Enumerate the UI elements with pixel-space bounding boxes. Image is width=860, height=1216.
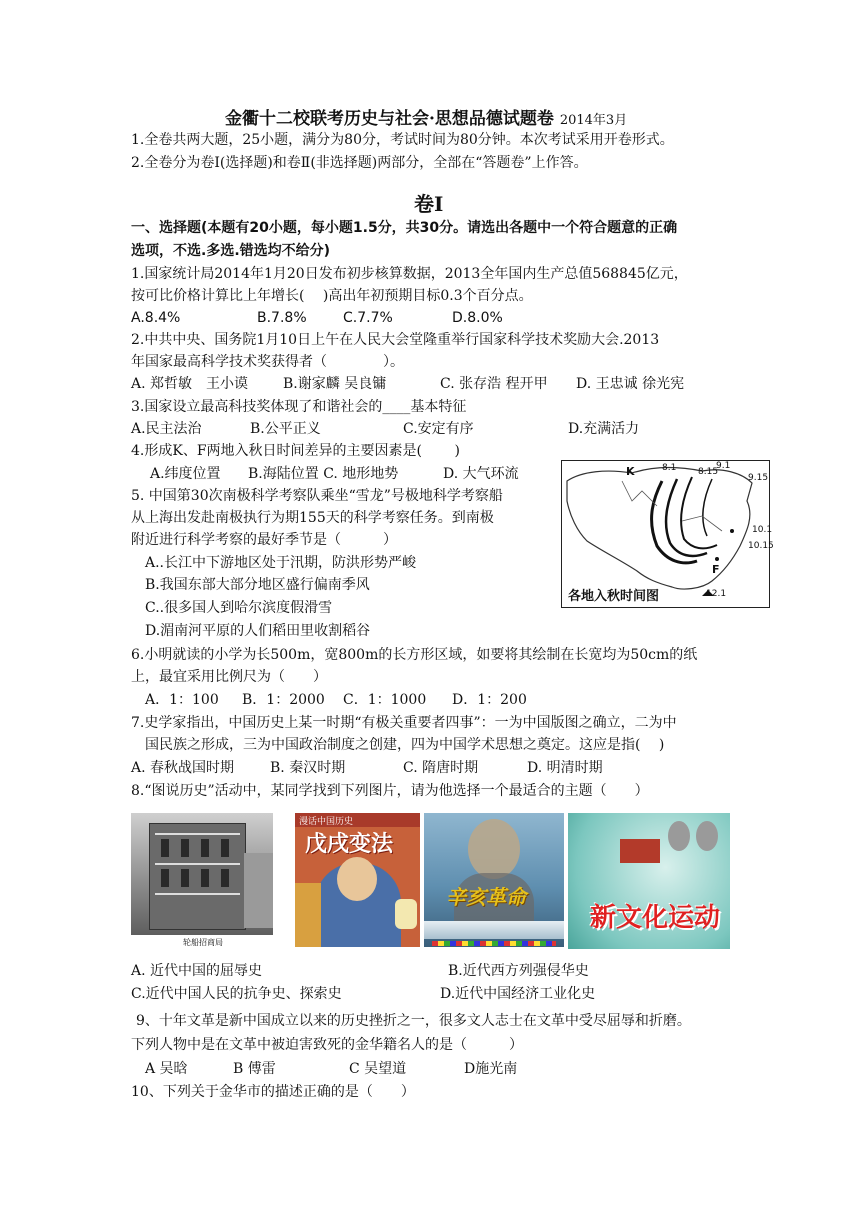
q8-option-d: D.近代中国经济工业化史 — [440, 986, 596, 1002]
photo-caption: 轮船招商局 — [183, 938, 223, 947]
question-9-line-1: 9、十年文革是新中国成立以来的历史挫折之一，很多文人志士在文革中受尽屈辱和折磨。 — [136, 1013, 691, 1029]
q9-option-c: C 吴望道 — [349, 1061, 407, 1077]
question-4: 4.形成K、F两地入秋日时间差异的主要因素是( ) — [131, 443, 460, 459]
new-culture-title: 新文化运动 — [590, 903, 721, 933]
section-instruction-1: 一、选择题(本题有20小题，每小题1.5分，共30分。请选出各题中一个符合题意的正确 — [131, 220, 678, 236]
q4-option-d: D. 大气环流 — [443, 466, 519, 482]
q6-option-b: B．1：2000 — [242, 692, 325, 708]
map-label-k: K — [626, 465, 635, 478]
exam-note-1: 1.全卷共两大题，25小题，满分为80分，考试时间为80分钟。本次考试采用开卷形式。 — [131, 132, 674, 148]
q7-option-a: A. 春秋战国时期 — [131, 760, 235, 776]
question-7-line-1: 7.史学家指出，中国历史上某一时期“有极关重要者四事”：一为中国版图之确立，二为中 — [131, 715, 677, 731]
map-label-10-15: 10.15 — [748, 541, 774, 551]
q9-option-d: D施光南 — [464, 1061, 518, 1077]
page-title — [225, 104, 627, 129]
cover-title: 戊戌变法 — [305, 832, 394, 857]
question-7-line-2: 国民族之形成，三为中国政治制度之创建，四为中国学术思想之奠定。这应是指( ) — [145, 737, 665, 753]
question-2-line-1: 2.中共中央、国务院1月10日上午在人民大会堂隆重举行国家科学技术奖励大会.2013 — [131, 332, 660, 348]
q6-option-d: D．1：200 — [452, 692, 527, 708]
q4-option-a: A.纬度位置 — [150, 466, 221, 482]
map-label-8-1: 8.1 — [662, 463, 677, 473]
section-title: 卷Ⅰ — [414, 192, 444, 216]
q1-option-d: D.8.0% — [452, 310, 503, 326]
q2-option-d: D. 王忠诚 徐光宪 — [576, 376, 685, 392]
question-2-line-2: 年国家最高科学技术奖获得者（ ）。 — [131, 354, 404, 370]
q1-option-c: C.7.7% — [343, 310, 393, 326]
q1-option-a: A.8.4% — [131, 310, 181, 326]
title-date: 2014年3月 — [559, 113, 628, 128]
q3-option-d: D.充满活力 — [568, 421, 640, 437]
question-9-line-2: 下列人物中是在文革中被迫害致死的金华籍名人的是（ ） — [131, 1037, 523, 1053]
question-5-line-1: 5. 中国第30次南极科学考察队乘坐“雪龙”号极地科学考察船 — [131, 488, 503, 504]
q9-option-b: B 傅雷 — [233, 1061, 276, 1077]
map-label-f: F — [712, 563, 720, 576]
autumn-arrival-map — [561, 460, 774, 608]
q6-option-a: A．1：100 — [145, 692, 219, 708]
hundred-days-reform-cover — [295, 813, 420, 947]
q3-option-c: C.安定有序 — [403, 421, 474, 437]
map-label-9-15: 9.15 — [748, 473, 769, 483]
q3-option-a: A.民主法治 — [131, 421, 202, 437]
new-culture-movement-image — [568, 813, 730, 949]
map-label-10-1: 10.1 — [752, 525, 773, 535]
q5-option-d: D.湄南河平原的人们稻田里收割稻谷 — [145, 623, 371, 639]
question-5-line-2: 从上海出发赴南极执行为期155天的科学考察任务。到南极 — [131, 510, 494, 526]
q2-option-a: A. 郑哲敏 王小谟 — [131, 376, 249, 392]
q9-option-a: A 吴晗 — [145, 1061, 188, 1077]
map-label-12-1: 12.1 — [706, 589, 727, 599]
q5-option-b: B.我国东部大部分地区盛行偏南季风 — [145, 577, 370, 593]
question-8: 8.“图说历史”活动中，某同学找到下列图片，请为他选择一个最适合的主题（ ） — [131, 783, 649, 799]
q7-option-d: D. 明清时期 — [527, 760, 603, 776]
q7-option-b: B. 秦汉时期 — [270, 760, 346, 776]
q6-option-c: C．1：1000 — [343, 692, 427, 708]
title-text: 金衢十二校联考历史与社会·思想品德试题卷 — [225, 109, 554, 129]
q4-option-bc: B.海陆位置 C. 地形地势 — [248, 466, 399, 482]
question-10: 10、下列关于金华市的描述正确的是（ ） — [131, 1084, 415, 1100]
map-label-9-1: 9.1 — [716, 461, 731, 471]
section-instruction-2: 选项，不选.多选.错选均不给分) — [131, 243, 331, 259]
q5-option-c: C..很多国人到哈尔滨度假滑雪 — [145, 600, 333, 616]
xinhai-title: 辛亥革命 — [446, 885, 526, 909]
merchant-shipping-photo — [131, 813, 273, 951]
map-caption: 各地入秋时间图 — [568, 585, 659, 604]
q8-option-b: B.近代西方列强侵华史 — [448, 963, 589, 979]
q8-option-c: C.近代中国人民的抗争史、探索史 — [131, 986, 342, 1002]
q3-option-b: B.公平正义 — [250, 421, 321, 437]
q8-option-a: A. 近代中国的屈辱史 — [131, 963, 263, 979]
cover-series: 漫话中国历史 — [299, 817, 354, 827]
question-5-line-3: 附近进行科学考察的最好季节是（ ） — [131, 532, 397, 548]
question-1-line-2: 按可比价格计算比上年增长( )高出年初预期目标0.3个百分点。 — [131, 288, 533, 304]
question-3: 3.国家设立最高科技奖体现了和谐社会的____基本特征 — [131, 399, 467, 415]
q1-option-b: B.7.8% — [257, 310, 307, 326]
question-6-line-2: 上，最宜采用比例尺为（ ） — [131, 669, 327, 685]
q7-option-c: C. 隋唐时期 — [403, 760, 479, 776]
map-label-8-15: 8.15 — [698, 467, 719, 477]
question-6-line-1: 6.小明就读的小学为长500m，宽800m的长方形区域，如要将其绘制在长宽均为50cm的纸 — [131, 647, 698, 663]
q2-option-c: C. 张存浩 程开甲 — [440, 376, 548, 392]
q5-option-a: A..长江中下游地区处于汛期，防洪形势严峻 — [145, 555, 417, 571]
question-1-line-1: 1.国家统计局2014年1月20日发布初步核算数据，2013全年国内生产总值568845亿元， — [131, 266, 688, 282]
exam-note-2: 2.全卷分为卷Ⅰ(选择题)和卷Ⅱ(非选择题)两部分，全部在“答题卷”上作答。 — [131, 155, 588, 171]
xinhai-revolution-image — [424, 813, 564, 947]
q2-option-b: B.谢家麟 吴良镛 — [283, 376, 387, 392]
